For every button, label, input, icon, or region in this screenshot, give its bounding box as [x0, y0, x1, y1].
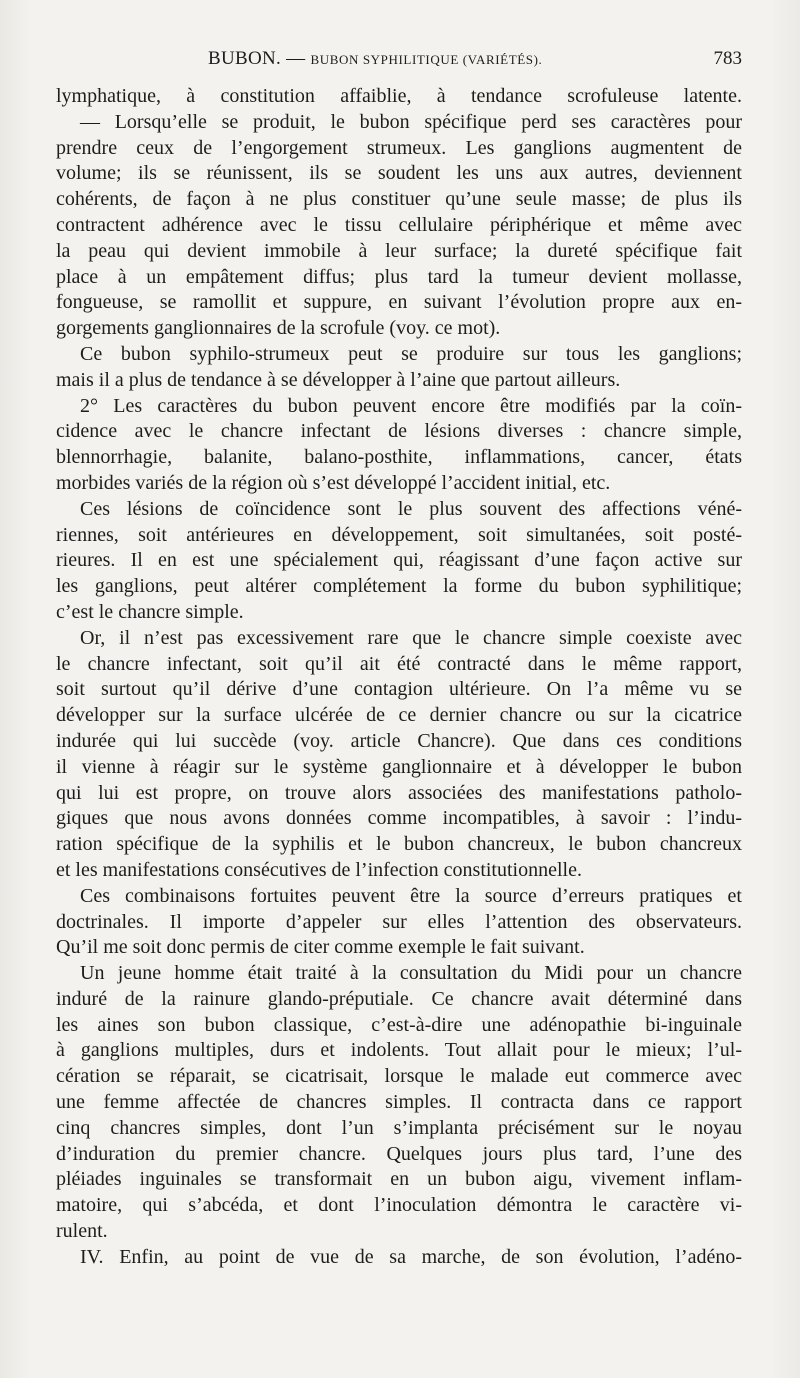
- text-line: fongueuse, se ramollit et suppure, en suivant l’évolution propre aux en-: [56, 291, 742, 314]
- text-line: ration spécifique de la syphilis et le bubon chancreux, le bubon chancreux: [56, 833, 742, 856]
- text-line: soit surtout qu’il dérive d’une contagion ultérieure. On l’a même vu se: [56, 678, 742, 701]
- text-line: Un jeune homme était traité à la consultation du Midi pour un chancre: [80, 962, 742, 985]
- text-line: doctrinales. Il importe d’appeler sur elles l’attention des observateurs.: [56, 910, 742, 933]
- text-line: volume; ils se réunissent, ils se soudent les uns aux autres, deviennent: [56, 162, 742, 185]
- text-line: Ces combinaisons fortuites peuvent être la source d’erreurs pratiques et: [80, 884, 742, 907]
- text-line: place à un empâtement diffus; plus tard la tumeur devient mollasse,: [56, 265, 742, 288]
- text-line: les aines son bubon classique, c’est-à-dire une adénopathie bi-inguinale: [56, 1013, 742, 1036]
- running-title: [208, 48, 542, 70]
- text-line: mais il a plus de tendance à se développer à l’aine que partout ailleurs.: [56, 368, 621, 391]
- text-line: 2° Les caractères du bubon peuvent encore être modifiés par la coïn-: [80, 394, 742, 417]
- text-line: indurée qui lui succède (voy. article Chancre). Que dans ces conditions: [56, 729, 742, 752]
- text-line: la peau qui devient immobile à leur surface; la dureté spécifique fait: [56, 239, 742, 262]
- text-line: Ce bubon syphilo-strumeux peut se produire sur tous les ganglions;: [80, 342, 742, 365]
- text-line: rulent.: [56, 1220, 108, 1243]
- text-line: qui lui est propre, on trouve alors associées des manifestations patholo-: [56, 781, 742, 804]
- text-line: contractent adhérence avec le tissu cellulaire périphérique et même avec: [56, 213, 742, 236]
- text-line: les ganglions, peut altérer complétement la forme du bubon syphilitique;: [56, 575, 742, 598]
- text-line: riennes, soit antérieures en développement, soit simultanées, soit posté-: [56, 523, 742, 546]
- text-line: c’est le chancre simple.: [56, 600, 244, 623]
- title-main: BUBON.: [208, 48, 282, 69]
- text-line: à ganglions multiples, durs et indolents. Tout allait pour le mieux; l’ul-: [56, 1039, 742, 1062]
- text-line: cidence avec le chancre infectant de lésions diverses : chancre simple,: [56, 420, 742, 443]
- body-text: [56, 84, 742, 1271]
- text-line: giques que nous avons données comme incompatibles, à savoir : l’indu-: [56, 807, 742, 830]
- page-number: 783: [713, 48, 742, 69]
- text-line: Qu’il me soit donc permis de citer comme exemple le fait suivant.: [56, 936, 585, 959]
- text-line: prendre ceux de l’engorgement strumeux. Les ganglions augmentent de: [56, 136, 742, 159]
- text-line: il vienne à réagir sur le système ganglionnaire et à développer le bubon: [56, 755, 742, 778]
- text-line: développer sur la surface ulcérée de ce dernier chancre ou sur la cicatrice: [56, 704, 742, 727]
- title-dash: —: [286, 48, 306, 69]
- text-line: d’induration du premier chancre. Quelques jours plus tard, l’une des: [56, 1142, 742, 1165]
- text-line: IV. Enfin, au point de vue de sa marche, de son évolution, l’adéno-: [80, 1245, 742, 1268]
- text-line: pléiades inguinales se transformait en un bubon aigu, vivement inflam-: [56, 1168, 742, 1191]
- text-line: une femme affectée de chancres simples. Il contracta dans ce rapport: [56, 1091, 742, 1114]
- running-header: [56, 48, 742, 74]
- text-line: blennorrhagie, balanite, balano-posthite, inflammations, cancer, états: [56, 446, 742, 469]
- text-line: cinq chancres simples, dont l’un s’implanta précisément sur le noyau: [56, 1116, 742, 1139]
- text-line: morbides variés de la région où s’est développé l’accident initial, etc.: [56, 471, 611, 494]
- text-line: gorgements ganglionnaires de la scrofule (voy. ce mot).: [56, 317, 501, 340]
- text-line: lymphatique, à constitution affaiblie, à tendance scrofuleuse latente.: [56, 85, 742, 107]
- text-line: cohérents, de façon à ne plus constituer qu’une seule masse; de plus ils: [56, 188, 742, 211]
- text-line: Or, il n’est pas excessivement rare que le chancre simple coexiste avec: [80, 626, 742, 649]
- text-line: rieures. Il en est une spécialement qui, réagissant d’une façon active sur: [56, 549, 742, 572]
- text-line: induré de la rainure glando-préputiale. Ce chancre avait déterminé dans: [56, 987, 742, 1010]
- text-line: matoire, qui s’abcéda, et dont l’inoculation démontra le caractère vi-: [56, 1194, 742, 1217]
- text-line: et les manifestations consécutives de l’infection constitutionnelle.: [56, 858, 582, 881]
- text-line: cération se réparait, se cicatrisait, lorsque le malade eut commerce avec: [56, 1065, 742, 1088]
- title-section: BUBON SYPHILITIQUE (VARIÉTÉS).: [310, 52, 543, 67]
- text-line: Ces lésions de coïncidence sont le plus souvent des affections véné-: [80, 497, 742, 520]
- text-line: — Lorsqu’elle se produit, le bubon spécifique perd ses caractères pour: [80, 110, 742, 133]
- text-line: le chancre infectant, soit qu’il ait été contracté dans le même rapport,: [56, 652, 742, 675]
